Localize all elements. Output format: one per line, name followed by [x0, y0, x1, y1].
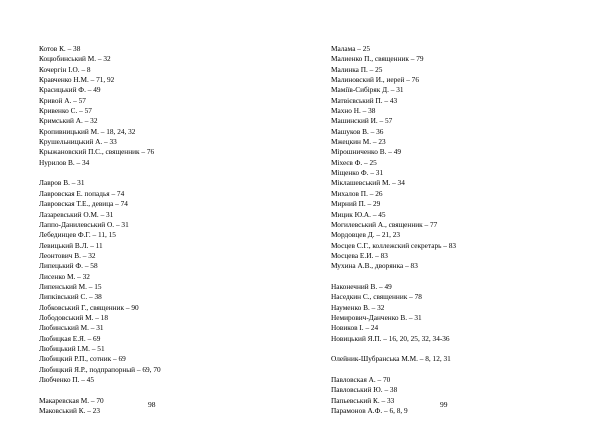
- index-entry: Лавровская Е. попадья – 74: [39, 188, 125, 198]
- index-entry: Красицький Ф. – 49: [39, 85, 101, 95]
- index-entry: Крушельницький А. – 33: [39, 137, 117, 147]
- index-entry: Михалов П. – 26: [331, 188, 383, 198]
- index-entry: Липенський М. – 15: [39, 281, 102, 291]
- index-entry: Лебединцев Ф.Г. – 11, 15: [39, 230, 116, 240]
- index-entry: Наконечний В. – 49: [331, 281, 392, 291]
- index-entry: Папьевський К. – 33: [331, 395, 395, 405]
- index-entry: Немирович-Данченко В. – 31: [331, 312, 422, 322]
- index-entry: Нурилов В. – 34: [39, 157, 90, 167]
- index-entry: Любицкий Р.П., сотник – 69: [39, 354, 126, 364]
- index-entry: Лаппо-Данилевський О. – 31: [39, 219, 129, 229]
- index-entry: Маковський К. – 23: [39, 406, 100, 416]
- index-entry: Липецький Ф. – 58: [39, 261, 98, 271]
- index-entry: Мірошниченко В. – 49: [331, 147, 401, 157]
- index-entry: Міщенко Ф. – 31: [331, 168, 384, 178]
- index-entry: Котов К. – 38: [39, 44, 81, 53]
- index-entry: Мухина А.В., дворянка – 83: [331, 261, 418, 271]
- index-entry: Любицкий Я.Р., подпрапорный – 69, 70: [39, 364, 161, 374]
- index-entry: Машинский И. – 57: [331, 116, 393, 126]
- index-entry: Левицький В.Л. – 11: [39, 240, 103, 250]
- left-page-number: 98: [148, 400, 156, 409]
- index-entry: Липківський С. – 38: [39, 292, 102, 302]
- index-entry: Мордовцев Д. – 21, 23: [331, 230, 401, 240]
- index-entry: Кропивницький М. – 18, 24, 32: [39, 126, 136, 136]
- index-entry: Кримський А. – 32: [39, 116, 98, 126]
- index-entry: Макаревская М. – 70: [39, 395, 104, 405]
- index-entry: Науменко В. – 32: [331, 302, 385, 312]
- index-entry: Матвієвський П. – 43: [331, 95, 398, 105]
- right-index-list: [331, 44, 581, 416]
- letter-section-gap: [331, 272, 581, 282]
- index-entry: Любицький І.М. – 51: [39, 343, 105, 353]
- index-entry: Леонтович В. – 32: [39, 250, 96, 260]
- index-entry: Новицький Я.П. – 16, 20, 25, 32, 34-36: [331, 333, 450, 343]
- index-entry: Малиновский И., иерей – 76: [331, 75, 419, 85]
- index-entry: Павловская А. – 70: [331, 375, 391, 384]
- index-entry: Машуков В. – 36: [331, 126, 384, 136]
- index-entry: Новиков І. – 24: [331, 323, 379, 333]
- index-entry: Любицкая Е.Я. – 69: [39, 333, 101, 343]
- index-entry: Коцюбинський М. – 32: [39, 54, 111, 64]
- index-entry: Малинка П. – 25: [331, 64, 383, 74]
- index-entry: Крыжановский П.С., священник – 76: [39, 147, 155, 157]
- left-index-list: [39, 44, 289, 416]
- index-entry: Лобковський Г., священник – 90: [39, 302, 139, 312]
- index-entry: Кривенко С. – 57: [39, 106, 92, 116]
- right-page: [331, 44, 581, 416]
- index-entry: Павловський Ю. – 38: [331, 385, 398, 395]
- index-entry: Парамонов А.Ф. – 6, 8, 9: [331, 406, 408, 416]
- index-entry: Любинський М. – 31: [39, 323, 104, 333]
- index-entry: Малиенко П., священник – 79: [331, 54, 424, 64]
- index-entry: Лавров В. – 31: [39, 178, 85, 188]
- index-entry: Олейник-Шубранська М.М. – 8, 12, 31: [331, 354, 451, 364]
- letter-section-gap: [331, 365, 581, 375]
- index-entry: Кравченко Н.М. – 71, 92: [39, 75, 115, 85]
- index-entry: Кочергін І.О. – 8: [39, 64, 91, 74]
- index-entry: Кривой А. – 57: [39, 95, 86, 105]
- index-entry: Міхеєв Ф. – 25: [331, 157, 377, 167]
- letter-section-gap: [331, 344, 581, 354]
- index-entry: Махно Н. – 38: [331, 106, 376, 116]
- index-entry: Міклашевський М. – 34: [331, 178, 405, 188]
- right-page-number: 99: [440, 400, 448, 409]
- index-entry: Мосцев С.Г., коллежский секретарь – 83: [331, 240, 457, 250]
- letter-section-gap: [39, 168, 289, 178]
- index-entry: Мжецкин М. – 23: [331, 137, 386, 147]
- index-entry: Лавровская Т.Е., девица – 74: [39, 199, 128, 209]
- index-entry: Лободовський М. – 18: [39, 312, 108, 322]
- index-entry: Мирний П. – 29: [331, 199, 381, 209]
- index-entry: Малама – 25: [331, 44, 371, 53]
- index-entry: Любченко П. – 45: [39, 375, 94, 384]
- index-entry: Лисенко М. – 32: [39, 271, 90, 281]
- index-entry: Маміїв-Сибіряк Д. – 31: [331, 85, 404, 95]
- index-entry: Лазаревський О.М. – 31: [39, 209, 114, 219]
- index-entry: Наседкин С., священник – 78: [331, 292, 422, 302]
- index-entry: Мосцева Е.И. – 83: [331, 250, 388, 260]
- left-page: [39, 44, 289, 416]
- index-entry: Могилевський А., священник – 77: [331, 219, 438, 229]
- index-entry: Мицик Ю.А. – 45: [331, 209, 386, 219]
- letter-section-gap: [39, 385, 289, 395]
